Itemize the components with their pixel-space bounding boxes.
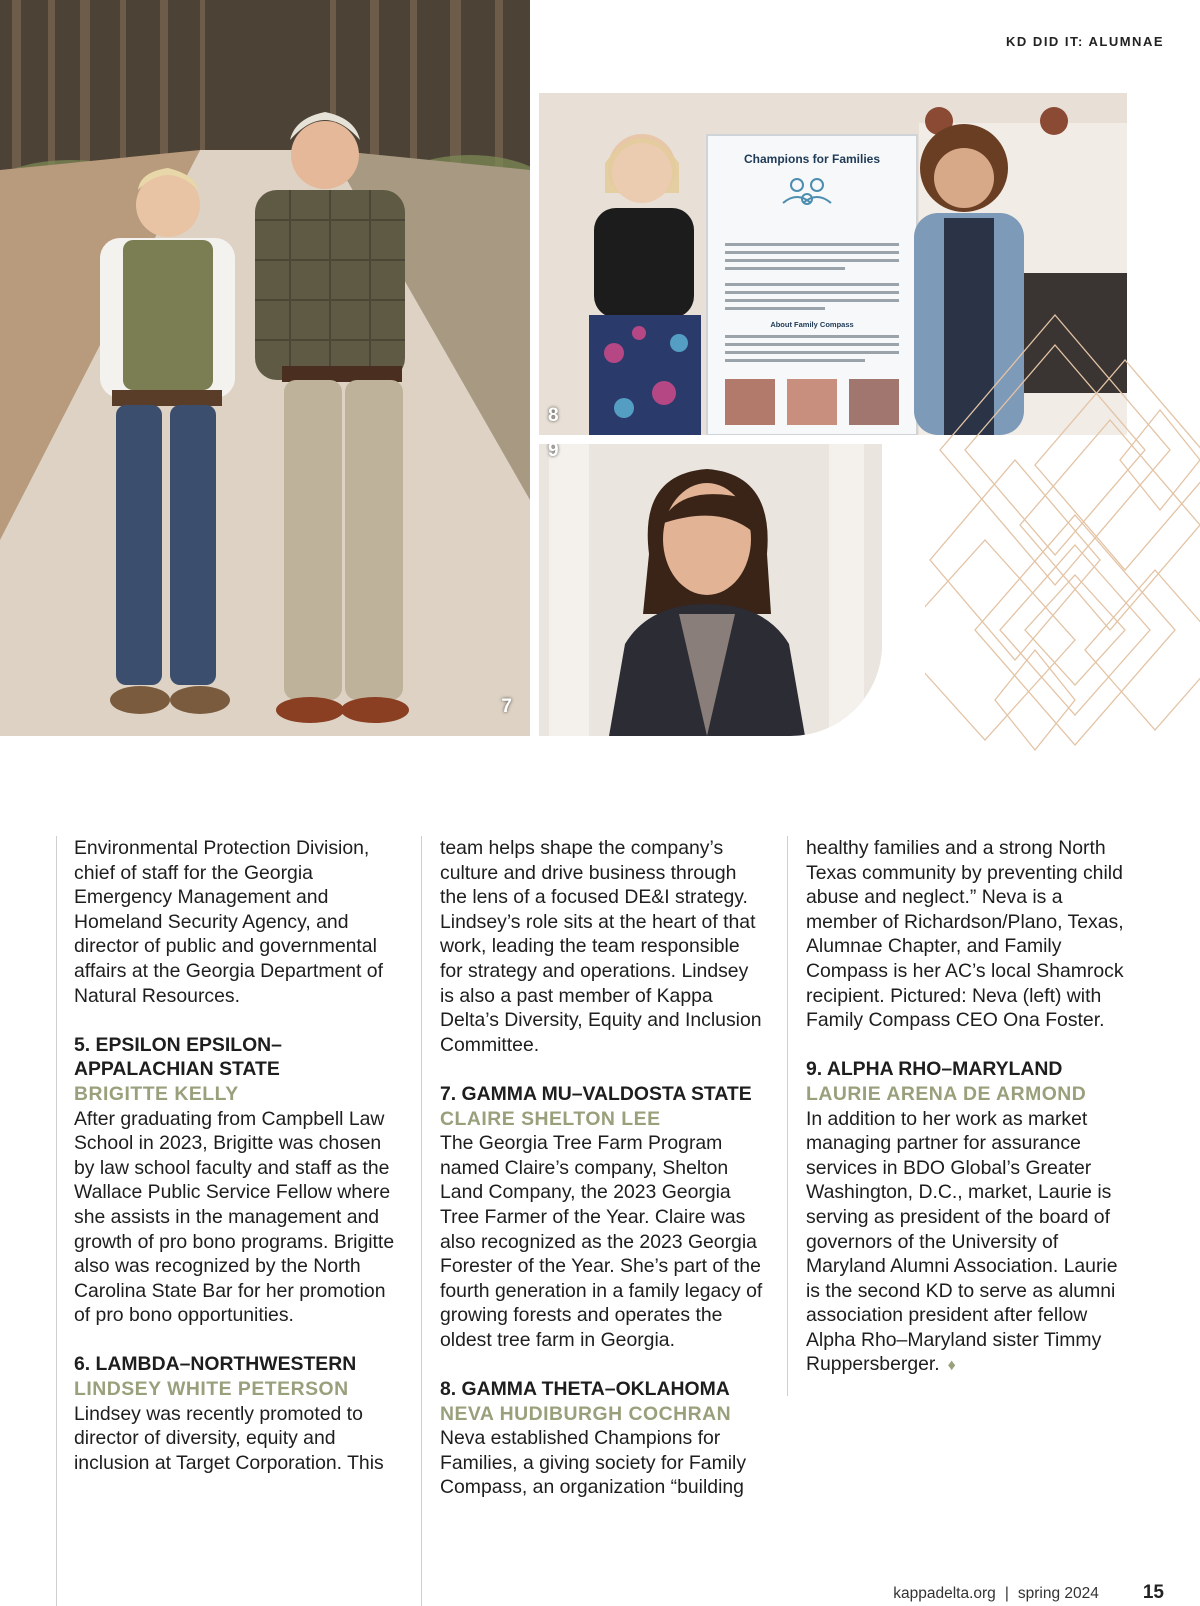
portrait-illustration <box>539 444 882 736</box>
column-divider <box>56 836 57 1606</box>
col2-intro-paragraph: team helps shape the company’s culture and drive business through the lens of a focused DE&I strategy. Lindsey’s role sits at the heart of that work, leading the team responsible for strategy and operations. Lindsey is also a past member of Kappa Delta’s Diversity, Equity and Inclusion Committee. <box>440 837 762 1056</box>
section-6-body: Lindsey was recently promoted to director of diversity, equity and inclusion at Target Corporation. This <box>74 1402 384 1474</box>
page-number: 15 <box>1142 1582 1164 1603</box>
section-5 <box>74 1033 399 1328</box>
section-8-heading: 8. GAMMA THETA–OKLAHOMA <box>440 1378 730 1401</box>
photo-couple-forest-road <box>0 0 530 736</box>
page-footer <box>893 1582 1164 1604</box>
section-5-heading-line-2: APPALACHIAN STATE <box>74 1058 280 1081</box>
sign-subtitle: About Family Compass <box>770 320 854 329</box>
section-6-heading: 6. LAMBDA–NORTHWESTERN <box>74 1353 357 1376</box>
photo-number: 9 <box>548 444 559 461</box>
section-7-member-name: CLAIRE SHELTON LEE <box>440 1107 661 1130</box>
photo-number: 8 <box>548 405 559 426</box>
article-column-2 <box>440 836 765 1525</box>
section-6 <box>74 1352 399 1475</box>
end-of-article-diamond-icon: ♦ <box>947 1357 956 1375</box>
column-divider <box>421 836 422 1606</box>
section-5-heading-line-1: 5. EPSILON EPSILON– <box>74 1033 282 1056</box>
col1-intro-paragraph: Environmental Protection Division, chief of staff for the Georgia Emergency Management and Homeland Security Agency, and director of public and governmental affairs at the Georgia Department of Natural Resources. <box>74 837 383 1007</box>
section-9-body: In addition to her work as market managing partner for assurance services in BDO Global’s Greater Washington, D.C., market, Laurie is serving as president of the board of governors of the University of Maryland Alumni Association. Laurie is the second KD to serve as alumni association president after fellow Alpha Rho–Maryland sister Timmy Ruppersberger. <box>806 1107 1118 1376</box>
diamond-pattern-decoration <box>925 300 1200 770</box>
col3-intro-paragraph: healthy families and a strong North Texas community by preventing child abuse and neglect.” Neva is a member of Richardson/Plano, Texas, Alumnae Chapter, and Family Compass is her AC’s local Shamrock recipient. Pictured: Neva (left) with Family Compass CEO Ona Foster. <box>806 837 1124 1032</box>
section-7 <box>440 1082 765 1353</box>
footer-separator: | <box>1004 1585 1009 1602</box>
article-column-1 <box>74 836 399 1500</box>
section-9 <box>806 1057 1131 1379</box>
section-6-member-name: LINDSEY WHITE PETERSON <box>74 1378 349 1401</box>
section-7-heading: 7. GAMMA MU–VALDOSTA STATE <box>440 1082 752 1105</box>
photo-portrait-laurie <box>539 444 882 736</box>
section-9-member-name: LAURIE ARENA DE ARMOND <box>806 1082 1087 1105</box>
section-5-body: After graduating from Campbell Law School in 2023, Brigitte was chosen by law school faculty and staff as the Wallace Public Service Fellow where she assists in the management and growth of pro bono programs. Brigitte also was recognized by the North Carolina State Bar for her promotion of pro bono opportunities. <box>74 1107 395 1327</box>
section-tag: KD DID IT: ALUMNAE <box>1006 34 1164 49</box>
section-9-heading: 9. ALPHA RHO–MARYLAND <box>806 1058 1063 1081</box>
section-8 <box>440 1377 765 1500</box>
section-5-member-name: BRIGITTE KELLY <box>74 1082 239 1105</box>
forest-road-illustration <box>0 0 530 736</box>
section-8-member-name: NEVA HUDIBURGH COCHRAN <box>440 1402 732 1425</box>
footer-issue: spring 2024 <box>1017 1585 1099 1602</box>
sign-title: Champions for Families <box>743 152 881 166</box>
column-divider <box>787 836 788 1396</box>
footer-website-link[interactable]: kappadelta.org <box>893 1585 996 1602</box>
section-8-body: Neva established Champions for Families, a giving society for Family Compass, an organization “building <box>440 1427 747 1499</box>
article-column-3 <box>806 836 1131 1404</box>
photo-number: 7 <box>501 696 512 717</box>
champions-sign <box>707 135 917 435</box>
section-7-body: The Georgia Tree Farm Program named Claire’s company, Shelton Land Company, the 2023 Georgia Tree Farmer of the Year. Claire was also recognized as the 2023 Georgia Forester of the Year. She’s part of the fourth generation in a family legacy of growing forests and operates the oldest tree farm in Georgia. <box>440 1132 763 1351</box>
